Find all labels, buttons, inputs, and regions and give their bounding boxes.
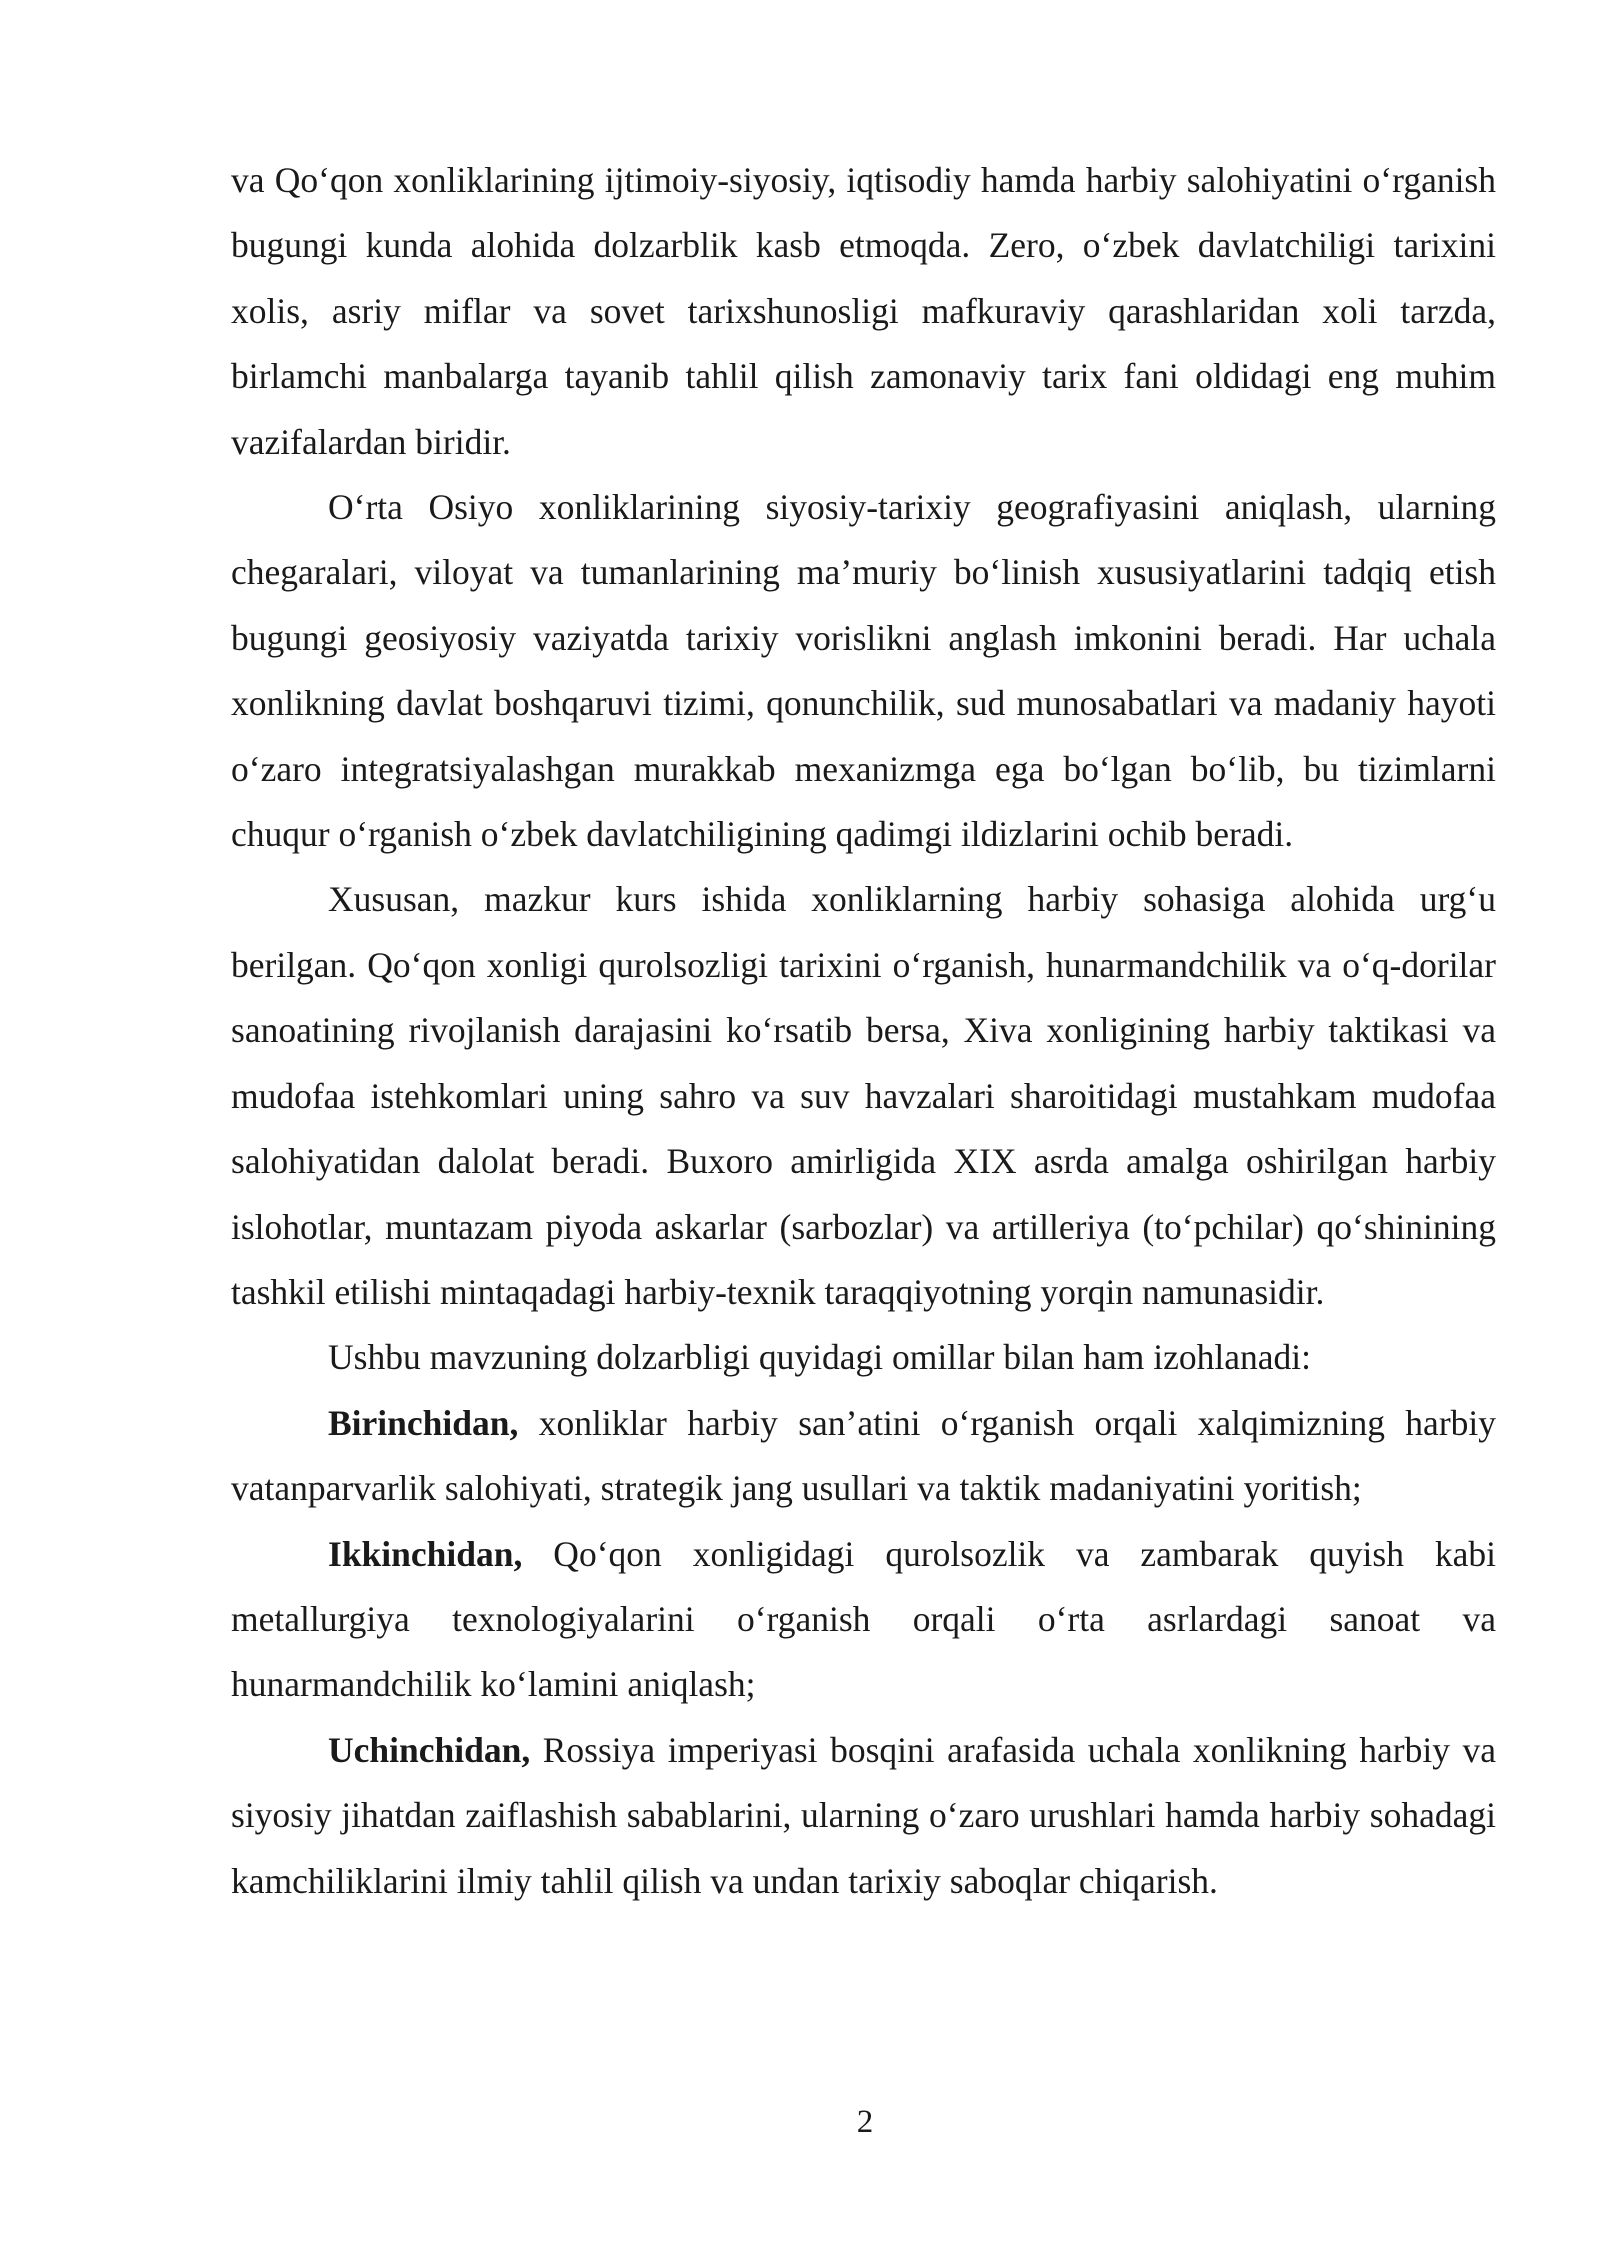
page-number: 2 <box>856 2104 874 2140</box>
paragraph-text: Rossiya imperiyasi bosqini arafasida uchala xonlikning harbiy va siyosiy jihatdan zaiflashish sabablarini, ularning o‘zaro urushlari hamda harbiy sohadagi kamchiliklarini ilmiy tahlil qilish va undan tarixiy saboqlar chiqarish. <box>231 1729 1496 1901</box>
point-lead-third: Uchinchidan, <box>328 1729 531 1770</box>
paragraph-geography <box>231 475 1496 867</box>
paragraph-text: xonliklar harbiy san’atini o‘rganish orqali xalqimizning harbiy vatanparvarlik salohiyati, strategik jang usullari va taktik madaniyatini yoritish; <box>231 1402 1496 1509</box>
paragraph-continuation <box>231 148 1496 475</box>
paragraph-text: Qo‘qon xonligidagi qurolsozlik va zambarak quyish kabi metallurgiya texnologiyalarini o‘rganish orqali o‘rta asrlardagi sanoat va hunarmandchilik ko‘lamini aniqlash; <box>231 1533 1496 1705</box>
paragraph-text: va Qo‘qon xonliklarining ijtimoiy-siyosiy, iqtisodiy hamda harbiy salohiyatini o‘rganish bugungi kunda alohida dolzarblik kasb etmoqda. Zero, o‘zbek davlatchiligi tarixini xolis, asriy miflar va sovet tarixshunosligi mafkuraviy qarashlaridan xoli tarzda, birlamchi manbalarga tayanib tahlil qilish zamonaviy tarix fani oldidagi eng muhim vazifalardan biridir. <box>231 160 1496 462</box>
paragraph-text: Xususan, mazkur kurs ishida xonliklarning harbiy sohasiga alohida urg‘u berilgan. Qo‘qon xonligi qurolsozligi tarixini o‘rganish, hunarmandchilik va o‘q-dorilar sanoatining rivojlanish darajasini ko‘rsatib bersa, Xiva xonligining harbiy taktikasi va mudofaa istehkomlari uning sahro va suv havzalari sharoitidagi mustahkam mudofaa salohiyatidan dalolat beradi. Buxoro amirligida XIX asrda amalga oshirilgan harbiy islohotlar, muntazam piyoda askarlar (sarbozlar) va artilleriya (to‘pchilar) qo‘shinining tashkil etilishi mintaqadagi harbiy-texnik taraqqiyotning yorqin namunasidir. <box>231 879 1496 1312</box>
paragraph-point-first <box>231 1391 1496 1522</box>
point-lead-first: Birinchidan, <box>328 1402 519 1443</box>
paragraph-military <box>231 867 1496 1325</box>
paragraph-text: Ushbu mavzuning dolzarbligi quyidagi omillar bilan ham izohlanadi: <box>328 1337 1311 1378</box>
paragraph-text: O‘rta Osiyo xonliklarining siyosiy-tarixiy geografiyasini aniqlash, ularning chegaralari, viloyat va tumanlarining ma’muriy bo‘linish xususiyatlarini tadqiq etish bugungi geosiyosiy vaziyatda tarixiy vorislikni anglash imkonini beradi. Har uchala xonlikning davlat boshqaruvi tizimi, qonunchilik, sud munosabatlari va madaniy hayoti o‘zaro integratsiyalashgan murakkab mexanizmga ega bo‘lgan bo‘lib, bu tizimlarni chuqur o‘rganish o‘zbek davlatchiligining qadimgi ildizlarini ochib beradi. <box>231 487 1496 855</box>
paragraph-point-third <box>231 1718 1496 1914</box>
paragraph-point-second <box>231 1522 1496 1718</box>
document-body <box>231 148 1496 1914</box>
paragraph-relevance-intro <box>231 1325 1496 1390</box>
point-lead-second: Ikkinchidan, <box>328 1533 523 1574</box>
